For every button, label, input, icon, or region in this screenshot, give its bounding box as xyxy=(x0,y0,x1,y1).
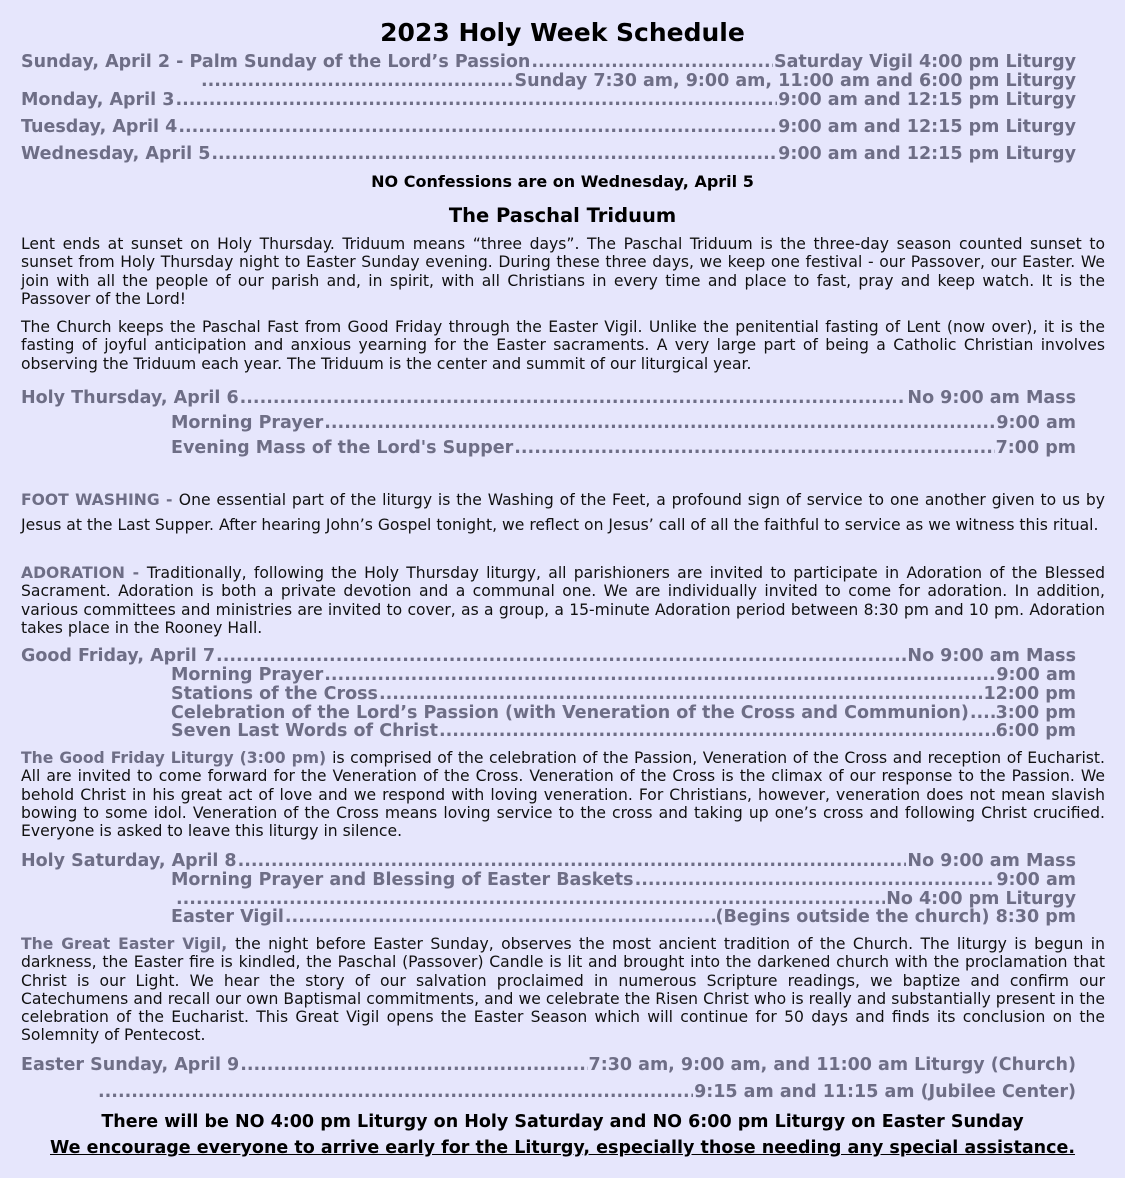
easter-vigil-lead: The Great Easter Vigil, xyxy=(21,935,236,953)
schedule-row-wednesday xyxy=(21,144,1076,164)
triduum-paragraph-2: The Church keeps the Paschal Fast from Good Friday through the Easter Vigil. Unlike the penitential fasting of Lent (now over), it is the fasting of joyful anticipation and anxious yearning for the Easter sacraments. A very large part of being a Catholic Christian involves observing the Triduum each year. The Triduum is the center and summit of our liturgical year. xyxy=(21,318,1105,373)
leader-dots xyxy=(379,684,982,704)
leader-dots xyxy=(176,889,885,909)
row-value: 6:00 pm xyxy=(995,721,1076,741)
leader-dots xyxy=(216,646,906,666)
schedule-row-saturday-morning-prayer xyxy=(171,870,1076,890)
page-title: 2023 Holy Week Schedule xyxy=(380,18,745,47)
row-value: 9:00 am and 12:15 pm Liturgy xyxy=(778,90,1076,110)
easter-vigil-text: the night before Easter Sunday, observes the most ancient tradition of the Church. The liturgy is begun in darkness, the Easter fire is kindled, the Paschal (Passover) Candle is lit and brought into the darkened church with the proclamation that Christ is our Light. We hear the story of our salvation proclaimed in numerous Scripture readings, we baptize and confirm our Catechumens and recall our own Baptismal commitments, and we celebrate the Risen Christ who is really and substantially present in the celebration of the Eucharist. This Great Vigil opens the Easter Season which will continue for 50 days and finds its conclusion on the Solemnity of Pentecost. xyxy=(21,935,1105,1045)
schedule-row-friday-seven-words xyxy=(171,721,1076,741)
schedule-row-good-friday xyxy=(21,646,1076,666)
good-friday-liturgy-paragraph xyxy=(21,749,1105,840)
foot-washing-paragraph xyxy=(21,488,1105,538)
foot-washing-lead: FOOT WASHING - xyxy=(21,491,179,509)
schedule-row-friday-passion xyxy=(171,703,1076,723)
row-label: Morning Prayer xyxy=(171,665,324,685)
row-label: Easter Sunday, April 9 xyxy=(21,1055,240,1075)
leader-dots xyxy=(211,144,777,164)
row-value: 7:30 am, 9:00 am, and 11:00 am Liturgy (Church) xyxy=(588,1055,1076,1075)
leader-dots xyxy=(324,665,995,685)
schedule-row-holy-thursday xyxy=(21,388,1076,408)
foot-washing-text: One essential part of the liturgy is the Washing of the Feet, a profound sign of service to one another given to us by Jesus at the Last Supper. After hearing John’s Gospel tonight, we reflect on Jesus’ call of all the faithful to service as we witness this ritual. xyxy=(21,491,1106,534)
leader-dots xyxy=(514,438,994,458)
row-value: 9:15 am and 11:15 am (Jubilee Center) xyxy=(694,1082,1076,1102)
row-label: Monday, April 3 xyxy=(21,90,175,110)
row-label: Stations of the Cross xyxy=(171,684,378,704)
row-label: Seven Last Words of Christ xyxy=(171,721,438,741)
row-label: Tuesday, April 4 xyxy=(21,117,178,137)
adoration-paragraph xyxy=(21,564,1105,637)
row-label: Evening Mass of the Lord's Supper xyxy=(171,438,514,458)
row-label: Good Friday, April 7 xyxy=(21,646,216,666)
schedule-row-palm-sunday xyxy=(21,52,1076,72)
leader-dots xyxy=(238,851,907,871)
footer-note: There will be NO 4:00 pm Liturgy on Holy Saturday and NO 6:00 pm Liturgy on Easter Sunday xyxy=(101,1112,1024,1132)
good-friday-liturgy-text: is comprised of the celebration of the Passion, Veneration of the Cross and reception of Eucharist. All are invited to come forward for the Veneration of the Cross. Veneration of the Cross is the climax of our response to the Passion. We behold Christ in his great act of love and we respond with loving veneration. For Christians, however, veneration does not mean slavish bowing to some idol. Veneration of the Cross means loving service to the cross and taking up one’s cross and following Christ crucified. Everyone is asked to leave this liturgy in silence. xyxy=(21,749,1105,841)
row-value: 9:00 am xyxy=(996,665,1076,685)
leader-dots xyxy=(285,907,715,927)
row-label: Morning Prayer xyxy=(171,413,324,433)
schedule-row-holy-saturday xyxy=(21,851,1076,871)
good-friday-liturgy-lead: The Good Friday Liturgy (3:00 pm) xyxy=(21,749,333,767)
row-label: Morning Prayer and Blessing of Easter Baskets xyxy=(171,870,634,890)
row-label: Holy Thursday, April 6 xyxy=(21,388,239,408)
schedule-row-thursday-morning-prayer xyxy=(171,413,1076,433)
row-value: No 9:00 am Mass xyxy=(907,646,1076,666)
row-value: No 9:00 am Mass xyxy=(907,851,1076,871)
row-label: Wednesday, April 5 xyxy=(21,144,211,164)
leader-dots xyxy=(970,703,995,723)
adoration-text: Traditionally, following the Holy Thursday liturgy, all parishioners are invited to participate in Adoration of the Blessed Sacrament. Adoration is both a private devotion and a communal one. We are individually invited to come for adoration. In addition, various committees and ministries are invited to cover, as a group, a 15-minute Adoration period between 8:30 pm and 10 pm. Adoration takes place in the Rooney Hall. xyxy=(21,564,1105,637)
leader-dots xyxy=(240,1055,587,1075)
leader-dots xyxy=(201,71,514,91)
row-value: No 9:00 am Mass xyxy=(907,388,1076,408)
schedule-row-palm-sunday-times xyxy=(200,71,1076,91)
schedule-row-friday-morning-prayer xyxy=(171,665,1076,685)
no-confessions-note: NO Confessions are on Wednesday, April 5 xyxy=(371,172,754,191)
row-value: 9:00 am and 12:15 pm Liturgy xyxy=(778,144,1076,164)
row-label: Easter Vigil xyxy=(171,907,284,927)
schedule-row-easter-sunday xyxy=(21,1055,1076,1075)
row-value: 9:00 am xyxy=(996,870,1076,890)
row-value: No 4:00 pm Liturgy xyxy=(886,889,1076,909)
schedule-row-monday xyxy=(21,90,1076,110)
row-value: (Begins outside the church) 8:30 pm xyxy=(715,907,1076,927)
schedule-row-friday-stations xyxy=(171,684,1076,704)
triduum-paragraph-1: Lent ends at sunset on Holy Thursday. Triduum means “three days”. The Paschal Triduum is the three-day season counted sunset to sunset from Holy Thursday night to Easter Sunday evening. During these three days, we keep one festival - our Passover, our Easter. We join with all the people of our parish and, in spirit, with all Christians in every time and place to fast, pray and keep watch. It is the Passover of the Lord! xyxy=(21,235,1105,308)
row-value: 9:00 am and 12:15 pm Liturgy xyxy=(778,117,1076,137)
leader-dots xyxy=(439,721,995,741)
triduum-heading: The Paschal Triduum xyxy=(448,204,677,227)
leader-dots xyxy=(240,388,907,408)
schedule-row-saturday-easter-vigil xyxy=(171,907,1076,927)
leader-dots xyxy=(324,413,995,433)
row-value: Saturday Vigil 4:00 pm Liturgy xyxy=(773,52,1076,72)
schedule-row-thursday-evening-mass xyxy=(171,438,1076,458)
leader-dots xyxy=(98,1082,693,1102)
schedule-row-tuesday xyxy=(21,117,1076,137)
row-label: Celebration of the Lord’s Passion (with Veneration of the Cross and Communion) xyxy=(171,703,969,723)
row-value: 9:00 am xyxy=(996,413,1076,433)
row-value: 12:00 pm xyxy=(983,684,1076,704)
footer-encourage: We encourage everyone to arrive early for the Liturgy, especially those needing any special assistance. xyxy=(50,1138,1075,1158)
row-value: 7:00 pm xyxy=(995,438,1076,458)
row-label: Sunday, April 2 - Palm Sunday of the Lord’s Passion xyxy=(21,52,531,72)
leader-dots xyxy=(635,870,996,890)
leader-dots xyxy=(531,52,773,72)
adoration-lead: ADORATION - xyxy=(21,564,147,582)
leader-dots xyxy=(178,117,777,137)
row-label: Holy Saturday, April 8 xyxy=(21,851,237,871)
schedule-row-saturday-no-liturgy xyxy=(175,889,1076,909)
leader-dots xyxy=(175,90,777,110)
easter-vigil-paragraph xyxy=(21,935,1105,1045)
row-value: Sunday 7:30 am, 9:00 am, 11:00 am and 6:00 pm Liturgy xyxy=(514,71,1076,91)
schedule-row-easter-jubilee xyxy=(97,1082,1076,1102)
row-value: 3:00 pm xyxy=(995,703,1076,723)
